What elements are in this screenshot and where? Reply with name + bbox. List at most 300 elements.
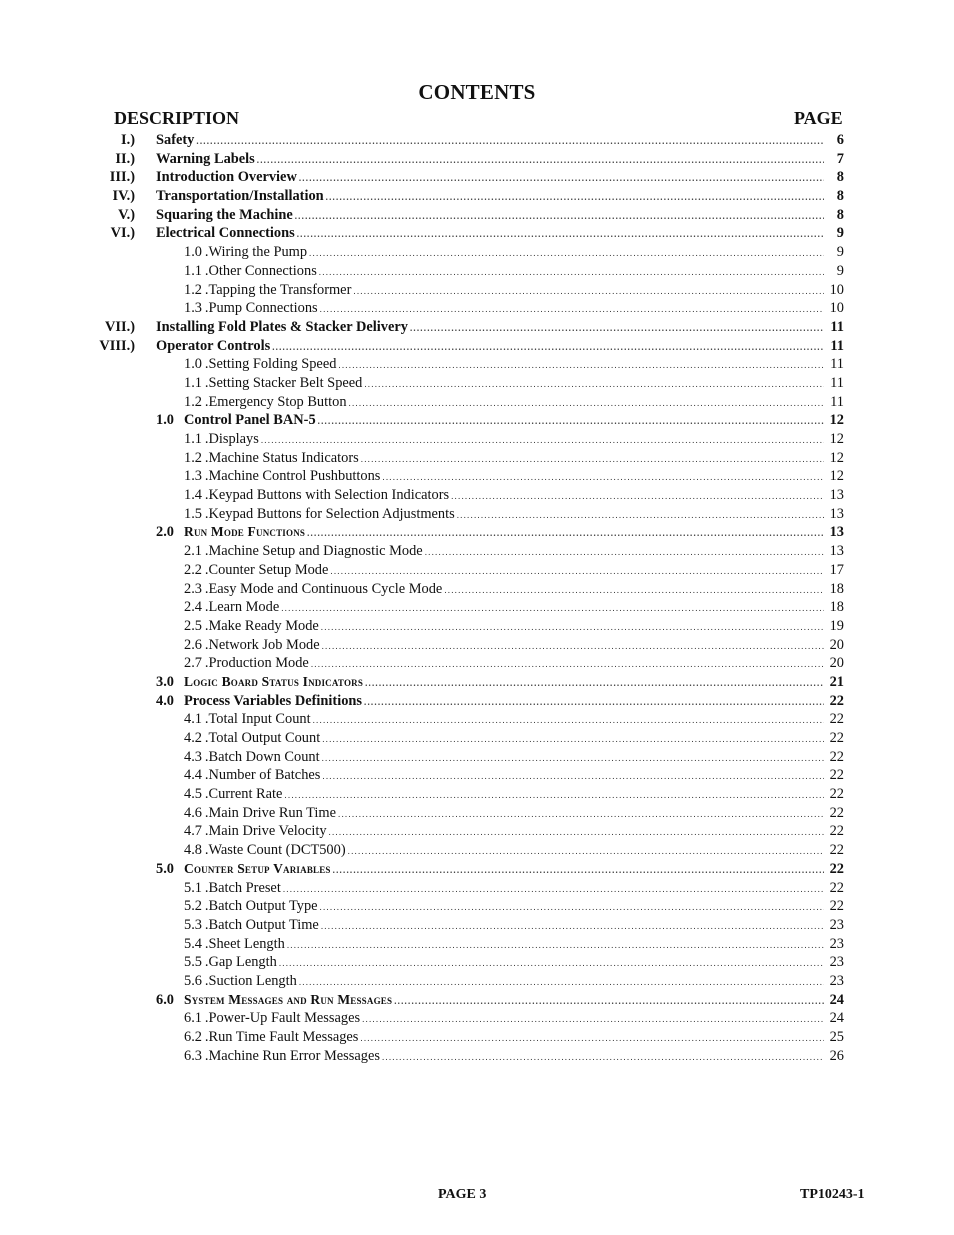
toc-entry-page: 8 — [836, 206, 844, 223]
toc-entry[interactable] — [0, 766, 954, 785]
toc-entry-line — [184, 580, 844, 600]
toc-number-separator: . — [202, 786, 209, 803]
toc-entry-number: 5.3 — [184, 916, 202, 933]
dot-leader — [257, 151, 824, 170]
toc-entry-page: 9 — [836, 244, 844, 261]
toc-number-separator: . — [202, 543, 209, 560]
toc-entry[interactable] — [0, 897, 954, 916]
toc-entry-label: Warning Labels — [156, 150, 255, 167]
toc-entry-line — [156, 187, 844, 207]
toc-entry-line — [184, 748, 844, 768]
toc-entry-number: 1.1 — [184, 374, 202, 391]
description-column-header: DESCRIPTION — [114, 108, 240, 128]
toc-entry-line — [184, 505, 844, 525]
toc-entry-number: VI.) — [110, 225, 135, 242]
toc-entry-label: Gap Length — [208, 954, 277, 971]
toc-entry-line — [184, 692, 844, 712]
toc-entry-page: 11 — [830, 374, 844, 391]
toc-entry-number: 1.3 — [184, 300, 202, 317]
dot-leader — [349, 394, 824, 413]
toc-entry-number: 1.2 — [184, 449, 202, 466]
toc-entry[interactable] — [0, 224, 954, 243]
toc-number-separator: . — [202, 281, 209, 298]
dot-leader — [382, 468, 824, 487]
toc-entry-number: 2.6 — [184, 636, 202, 653]
toc-entry-label: Introduction Overview — [156, 169, 297, 186]
toc-entry[interactable] — [0, 972, 954, 991]
toc-entry-number: 4.6 — [184, 804, 202, 821]
toc-entry-page: 22 — [829, 786, 844, 803]
toc-entry-page: 22 — [829, 823, 844, 840]
toc-entry-label: Total Output Count — [208, 730, 321, 746]
toc-entry-line — [184, 710, 844, 730]
toc-entry-number: 5.0 — [156, 860, 174, 877]
toc-entry-number: II.) — [115, 150, 135, 167]
toc-entry-label: Suction Length — [208, 972, 297, 989]
toc-entry[interactable] — [0, 299, 954, 318]
toc-entry-page: 11 — [830, 393, 844, 410]
toc-entry-page: 9 — [836, 225, 844, 242]
toc-entry-page: 12 — [829, 468, 844, 485]
toc-entry[interactable] — [0, 262, 954, 281]
toc-entry-label: Run Time Fault Messages — [208, 1029, 359, 1045]
toc-number-separator: . — [202, 730, 209, 746]
toc-entry-page: 24 — [829, 1010, 844, 1027]
toc-entry-label: Sheet Length — [208, 935, 285, 952]
dot-leader — [320, 300, 824, 319]
toc-entry[interactable] — [0, 318, 954, 337]
toc-entry[interactable] — [0, 505, 954, 524]
toc-entry-line — [184, 262, 844, 282]
toc-entry-page: 25 — [829, 1029, 844, 1045]
toc-entry-line — [184, 860, 844, 880]
toc-number-separator: . — [202, 1029, 209, 1045]
toc-entry[interactable] — [0, 523, 954, 542]
toc-entry-number: 1.2 — [184, 393, 202, 410]
toc-entry-page: 13 — [829, 505, 844, 522]
toc-entry-page: 11 — [830, 318, 844, 335]
toc-entry[interactable] — [0, 374, 954, 393]
dot-leader — [362, 1010, 824, 1029]
toc-entry-line — [156, 150, 844, 170]
toc-entry-page: 12 — [829, 449, 844, 466]
dot-leader — [365, 674, 824, 693]
toc-number-separator: . — [202, 580, 209, 597]
toc-entry[interactable] — [0, 580, 954, 599]
dot-leader — [272, 338, 824, 357]
toc-entry-number: 4.2 — [184, 730, 202, 746]
toc-number-separator: . — [202, 916, 209, 933]
toc-entry-label: Electrical Connections — [156, 225, 295, 242]
toc-number-separator: . — [202, 879, 209, 896]
toc-entry-number: 6.3 — [184, 1047, 202, 1064]
toc-number-separator: . — [202, 487, 209, 504]
toc-entry-page: 22 — [829, 879, 844, 896]
toc-entry-number: 5.6 — [184, 972, 202, 989]
toc-entry-number: 2.0 — [156, 524, 174, 541]
toc-entry-line — [184, 1028, 844, 1048]
dot-leader — [348, 842, 824, 861]
toc-entry-line — [156, 168, 844, 188]
toc-entry[interactable] — [0, 430, 954, 449]
toc-number-separator: . — [202, 431, 209, 447]
dot-leader — [320, 898, 824, 917]
toc-entry[interactable] — [0, 243, 954, 262]
toc-number-separator: . — [202, 1047, 209, 1064]
toc-number-separator: . — [202, 561, 209, 578]
toc-entry-label: Make Ready Mode — [208, 617, 319, 634]
dot-leader — [322, 637, 824, 656]
toc-entry-page: 6 — [836, 132, 844, 148]
toc-entry-label: Pump Connections — [208, 300, 318, 317]
toc-entry-number: 4.3 — [184, 748, 202, 765]
dot-leader — [318, 412, 824, 431]
toc-entry-line — [156, 131, 844, 151]
dot-leader — [338, 805, 824, 824]
toc-entry-line — [184, 897, 844, 917]
toc-entry-line — [184, 542, 844, 562]
toc-entry-page: 19 — [829, 617, 844, 634]
dot-leader — [295, 207, 824, 226]
toc-number-separator: . — [202, 935, 209, 952]
toc-entry-line — [184, 673, 844, 693]
dot-leader — [329, 823, 824, 842]
toc-entry[interactable] — [0, 991, 954, 1010]
toc-entry[interactable] — [0, 860, 954, 879]
toc-entry-line — [156, 206, 844, 226]
toc-entry[interactable] — [0, 729, 954, 748]
toc-entry[interactable] — [0, 281, 954, 300]
toc-entry-line — [184, 841, 844, 861]
dot-leader — [333, 861, 824, 880]
dot-leader — [319, 263, 824, 282]
toc-entry-number: 1.1 — [184, 431, 202, 447]
toc-entry-page: 17 — [829, 561, 844, 578]
toc-entry-page: 22 — [829, 804, 844, 821]
dot-leader — [261, 431, 824, 450]
toc-entry-label: Logic Board Status Indicators — [184, 673, 364, 689]
toc-entry[interactable] — [0, 467, 954, 486]
toc-entry[interactable] — [0, 617, 954, 636]
toc-entry-page: 22 — [829, 692, 844, 709]
page-title: CONTENTS — [418, 80, 536, 104]
toc-entry-number: 1.0 — [156, 412, 174, 429]
toc-entry-page: 9 — [836, 262, 844, 279]
toc-entry-number: 2.5 — [184, 617, 202, 634]
toc-entry-page: 22 — [829, 748, 844, 765]
toc-entry-label: Learn Mode — [208, 599, 280, 616]
toc-entry-page: 12 — [829, 431, 844, 447]
toc-entry-label: Process Variables Definitions — [184, 692, 363, 709]
dot-leader — [353, 282, 824, 301]
toc-entry-page: 23 — [829, 916, 844, 933]
toc-entry[interactable] — [0, 673, 954, 692]
toc-entry-line — [184, 785, 844, 805]
toc-entry-page: 22 — [829, 711, 844, 728]
dot-leader — [196, 132, 824, 151]
toc-entry-line — [184, 243, 844, 263]
dot-leader — [330, 562, 824, 581]
dot-leader — [360, 1029, 824, 1048]
toc-entry-line — [184, 1009, 844, 1029]
toc-entry[interactable] — [0, 131, 954, 150]
toc-entry[interactable] — [0, 636, 954, 655]
toc-entry-number: III.) — [109, 169, 135, 186]
toc-entry-page: 23 — [829, 935, 844, 952]
dot-leader — [281, 599, 824, 618]
toc-entry-label: Run Mode Functions — [184, 524, 306, 540]
toc-entry-line — [184, 935, 844, 955]
toc-entry[interactable] — [0, 785, 954, 804]
toc-entry-label: Tapping the Transformer — [208, 281, 352, 298]
footer-document-id: TP10243-1 — [800, 1187, 865, 1202]
toc-number-separator: . — [202, 617, 209, 634]
toc-number-separator: . — [202, 393, 209, 410]
toc-entry-line — [184, 281, 844, 301]
toc-entry[interactable] — [0, 692, 954, 711]
dot-leader — [313, 711, 824, 730]
toc-entry-line — [184, 879, 844, 899]
toc-entry-line — [184, 636, 844, 656]
toc-entry-number: IV.) — [112, 188, 135, 205]
toc-entry-number: 4.4 — [184, 767, 202, 784]
toc-entry-line — [184, 430, 844, 450]
toc-entry-page: 24 — [829, 991, 844, 1008]
toc-entry-line — [184, 486, 844, 506]
toc-entry[interactable] — [0, 542, 954, 561]
toc-entry-label: Power-Up Fault Messages — [208, 1010, 361, 1027]
toc-entry-number: I.) — [121, 132, 135, 148]
toc-entry[interactable] — [0, 486, 954, 505]
toc-entry[interactable] — [0, 1047, 954, 1066]
toc-entry-line — [184, 654, 844, 674]
toc-entry[interactable] — [0, 393, 954, 412]
toc-entry-number: 6.1 — [184, 1010, 202, 1027]
toc-entry-label: Batch Preset — [208, 879, 281, 896]
toc-entry-label: Waste Count (DCT500) — [208, 842, 346, 859]
toc-entry-label: Network Job Mode — [208, 636, 320, 653]
toc-entry[interactable] — [0, 916, 954, 935]
toc-number-separator: . — [202, 1010, 209, 1027]
dot-leader — [326, 188, 824, 207]
toc-entry-label: Total Input Count — [208, 711, 311, 728]
toc-entry-number: 5.5 — [184, 954, 202, 971]
toc-number-separator: . — [202, 374, 209, 391]
toc-entry-page: 12 — [829, 412, 844, 429]
dot-leader — [364, 375, 824, 394]
toc-entry-line — [184, 393, 844, 413]
toc-entry-number: 4.0 — [156, 692, 174, 709]
dot-leader — [451, 487, 824, 506]
toc-entry-line — [184, 972, 844, 992]
toc-number-separator: . — [202, 804, 209, 821]
toc-entry-label: Other Connections — [208, 262, 317, 279]
toc-entry[interactable] — [0, 187, 954, 206]
toc-entry-label: Control Panel BAN-5 — [184, 412, 316, 429]
toc-entry-page: 22 — [829, 860, 844, 877]
toc-entry-number: 4.8 — [184, 842, 202, 859]
toc-entry-page: 13 — [829, 524, 844, 541]
toc-entry[interactable] — [0, 654, 954, 673]
dot-leader — [321, 917, 824, 936]
toc-entry-label: Counter Setup Variables — [184, 860, 331, 876]
toc-entry-label: Main Drive Velocity — [208, 823, 327, 840]
toc-number-separator: . — [202, 505, 209, 522]
toc-entry-label: Transportation/Installation — [156, 188, 324, 205]
toc-entry-label: Displays — [208, 431, 259, 447]
toc-entry-label: Keypad Buttons with Selection Indicators — [208, 487, 450, 504]
toc-number-separator: . — [202, 823, 209, 840]
toc-entry-label: Machine Run Error Messages — [208, 1047, 380, 1064]
dot-leader — [287, 936, 824, 955]
toc-entry-number: 6.2 — [184, 1029, 202, 1045]
toc-number-separator: . — [202, 244, 209, 261]
toc-entry-line — [184, 991, 844, 1011]
toc-entry-number: VIII.) — [99, 337, 135, 354]
toc-number-separator: . — [202, 954, 209, 971]
toc-entry-page: 13 — [829, 487, 844, 504]
toc-entry-number: 1.4 — [184, 487, 202, 504]
toc-entry-page: 13 — [829, 543, 844, 560]
toc-entry-line — [184, 916, 844, 936]
toc-entry[interactable] — [0, 879, 954, 898]
toc-entry-page: 8 — [836, 188, 844, 205]
toc-entry[interactable] — [0, 822, 954, 841]
toc-entry[interactable] — [0, 355, 954, 374]
toc-entry[interactable] — [0, 561, 954, 580]
toc-entry[interactable] — [0, 449, 954, 468]
toc-number-separator: . — [202, 898, 209, 915]
toc-entry[interactable] — [0, 411, 954, 430]
toc-number-separator: . — [202, 842, 209, 859]
toc-entry-line — [156, 224, 844, 244]
dot-leader — [307, 524, 824, 543]
toc-entry-label: Easy Mode and Continuous Cycle Mode — [208, 580, 443, 597]
toc-entry[interactable] — [0, 1028, 954, 1047]
dot-leader — [309, 244, 824, 263]
toc-entry[interactable] — [0, 804, 954, 823]
toc-entry-line — [184, 804, 844, 824]
toc-entry-label: Number of Batches — [208, 767, 321, 784]
toc-entry-number: 3.0 — [156, 673, 174, 690]
toc-entry-line — [184, 523, 844, 543]
toc-entry-label: Production Mode — [208, 655, 309, 672]
table-of-contents — [0, 131, 954, 1065]
toc-entry[interactable] — [0, 168, 954, 187]
toc-entry-line — [184, 299, 844, 319]
toc-number-separator: . — [202, 636, 209, 653]
toc-entry-page: 11 — [830, 356, 844, 373]
dot-leader — [299, 973, 824, 992]
toc-entry-number: 1.0 — [184, 244, 202, 261]
toc-number-separator: . — [202, 599, 209, 616]
dot-leader — [457, 506, 824, 525]
toc-entry-label: Safety — [156, 132, 195, 148]
toc-entry-line — [184, 561, 844, 581]
toc-entry-label: Batch Down Count — [208, 748, 320, 765]
toc-entry-number: 2.4 — [184, 599, 202, 616]
toc-entry-label: Wiring the Pump — [208, 244, 308, 261]
dot-leader — [322, 730, 824, 749]
toc-entry-number: 1.1 — [184, 262, 202, 279]
toc-entry[interactable] — [0, 841, 954, 860]
toc-entry-number: 1.2 — [184, 281, 202, 298]
toc-number-separator: . — [202, 300, 209, 317]
dot-leader — [299, 169, 824, 188]
toc-entry-page: 20 — [829, 655, 844, 672]
toc-entry-label: Keypad Buttons for Selection Adjustments — [208, 505, 455, 522]
dot-leader — [382, 1048, 824, 1067]
dot-leader — [321, 618, 824, 637]
toc-entry-number: 5.4 — [184, 935, 202, 952]
toc-entry-label: Current Rate — [208, 786, 283, 803]
toc-entry[interactable] — [0, 935, 954, 954]
toc-entry-label: Machine Status Indicators — [208, 449, 359, 466]
toc-entry[interactable] — [0, 953, 954, 972]
toc-entry-label: Batch Output Time — [208, 916, 319, 933]
toc-entry[interactable] — [0, 598, 954, 617]
toc-entry-page: 20 — [829, 636, 844, 653]
toc-entry-page: 23 — [829, 954, 844, 971]
toc-entry-number: 6.0 — [156, 991, 174, 1008]
toc-entry-page: 22 — [829, 767, 844, 784]
toc-entry-page: 18 — [829, 580, 844, 597]
toc-entry[interactable] — [0, 748, 954, 767]
toc-entry-line — [156, 318, 844, 338]
toc-number-separator: . — [202, 711, 209, 728]
toc-entry-number: 2.1 — [184, 543, 202, 560]
toc-entry-label: Emergency Stop Button — [208, 393, 347, 410]
toc-entry[interactable] — [0, 337, 954, 356]
toc-entry-label: Machine Setup and Diagnostic Mode — [208, 543, 423, 560]
toc-entry-label: Batch Output Type — [208, 898, 318, 915]
toc-entry-line — [184, 766, 844, 786]
footer-page-number: PAGE 3 — [438, 1187, 487, 1202]
toc-entry-page: 22 — [829, 898, 844, 915]
toc-entry-number: VII.) — [105, 318, 135, 335]
toc-entry-label: Counter Setup Mode — [208, 561, 329, 578]
dot-leader — [425, 543, 824, 562]
toc-entry[interactable] — [0, 1009, 954, 1028]
toc-entry-page: 10 — [829, 281, 844, 298]
toc-entry-line — [184, 729, 844, 749]
toc-entry-number: 1.5 — [184, 505, 202, 522]
dot-leader — [284, 786, 824, 805]
toc-entry-number: 2.3 — [184, 580, 202, 597]
toc-entry[interactable] — [0, 150, 954, 169]
toc-entry-number: 5.2 — [184, 898, 202, 915]
toc-entry-page: 21 — [829, 673, 844, 690]
toc-entry[interactable] — [0, 206, 954, 225]
dot-leader — [322, 749, 824, 768]
toc-entry-line — [184, 822, 844, 842]
toc-entry[interactable] — [0, 710, 954, 729]
dot-leader — [361, 450, 824, 469]
toc-entry-label: System Messages and Run Messages — [184, 991, 393, 1007]
toc-entry-page: 23 — [829, 972, 844, 989]
toc-entry-line — [184, 411, 844, 431]
dot-leader — [283, 880, 824, 899]
toc-entry-page: 10 — [829, 300, 844, 317]
toc-entry-line — [184, 617, 844, 637]
toc-number-separator: . — [202, 748, 209, 765]
toc-entry-number: 4.5 — [184, 786, 202, 803]
toc-number-separator: . — [202, 449, 209, 466]
toc-entry-page: 18 — [829, 599, 844, 616]
toc-entry-number: 4.7 — [184, 823, 202, 840]
toc-entry-label: Main Drive Run Time — [208, 804, 337, 821]
toc-entry-line — [156, 337, 844, 357]
